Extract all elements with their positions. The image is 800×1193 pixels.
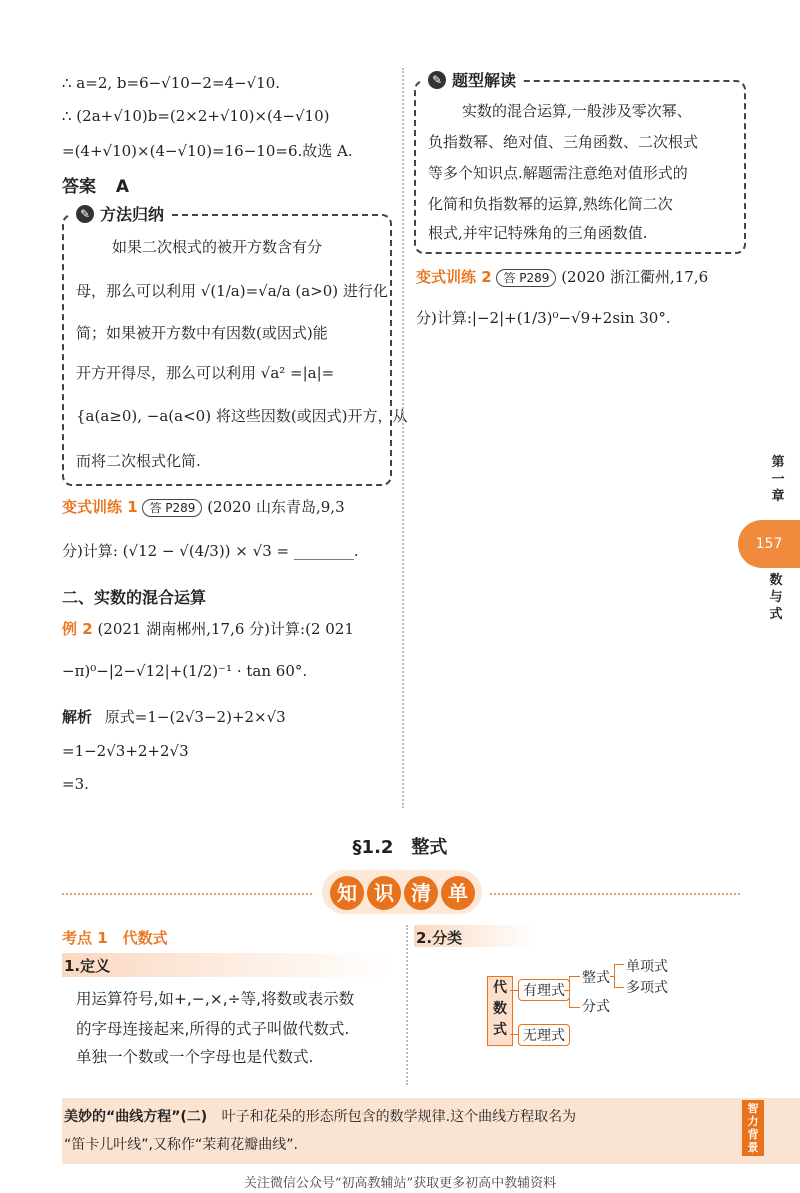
solution-line-3: =(4+√10)×(4−√10)=16−10=6.故选 A. [62, 142, 353, 160]
variant2-source: (2020 浙江衢州,17,6 [561, 268, 709, 286]
banner-tag: 智力背景 [742, 1100, 764, 1156]
interpret-box-title: 题型解读 [452, 71, 517, 90]
point1-title: 考点 1 代数式 [62, 929, 168, 947]
method-line-6: 而将二次根式化简. [76, 452, 201, 470]
classify-integral: 整式 [582, 970, 610, 986]
def-title: 1.定义 [64, 957, 111, 975]
classify-polynomial: 多项式 [626, 980, 668, 996]
banner-rule-left [62, 893, 312, 895]
pencil-icon: ✎ [428, 71, 446, 89]
section2-title: 二、实数的混合运算 [62, 588, 207, 607]
tree-connector [569, 976, 580, 1008]
variant1-line1 [62, 496, 345, 518]
variant2-answer-ref[interactable]: 答 P289 [496, 269, 556, 287]
analysis-text-1: 原式=1−(2√3−2)+2×√3 [104, 708, 286, 726]
classify-irrational: 无理式 [518, 1024, 570, 1046]
classify-title: 2.分类 [416, 929, 463, 947]
banner-text-2: “笛卡儿叶线”,又称作“茉莉花瓣曲线”. [64, 1137, 298, 1153]
pencil-icon: ✎ [76, 205, 94, 223]
tree-connector [614, 964, 624, 988]
method-line-2: 母，那么可以利用 √(1/a)=√a/a (a>0) 进行化 [76, 282, 388, 300]
interpret-box-header [422, 68, 522, 91]
knowledge-banner-char: 识 [367, 876, 401, 910]
knowledge-banner [330, 876, 475, 910]
answer-value: A [115, 177, 130, 197]
def-title-bar [62, 953, 392, 977]
answer-line [62, 172, 129, 197]
tree-connector [510, 990, 518, 991]
method-box-header [70, 202, 170, 225]
analysis-label: 解析 [62, 708, 93, 726]
variant1-answer-ref[interactable]: 答 P289 [142, 499, 202, 517]
chapter-label: 第一章 [771, 455, 785, 504]
variant2-line2: 分)计算:|−2|+(1/3)⁰−√9+2sin 30°. [416, 309, 671, 327]
variant1-source: (2020 山东青岛,9,3 [207, 498, 345, 516]
interpret-line-5: 根式,并牢记特殊角的三角函数值. [428, 224, 648, 242]
page-number-tab [738, 520, 800, 568]
banner-line-1 [64, 1106, 576, 1128]
solution-line-1: ∴ a=2, b=6−√10−2=4−√10. [62, 74, 281, 92]
section-title: §1.2 整式 [352, 837, 448, 858]
def-line-3: 单独一个数或一个字母也是代数式. [76, 1048, 314, 1066]
analysis-line1 [62, 706, 286, 728]
classify-root: 代数式 [487, 976, 513, 1046]
column-divider [402, 68, 404, 808]
variant2-label: 变式训练 2 [416, 268, 492, 286]
def-line-1: 用运算符号,如+,−,×,÷等,将数或表示数 [76, 990, 355, 1008]
column-divider-2 [406, 925, 408, 1085]
interpret-line-1: 实数的混合运算,一般涉及零次幂、 [462, 102, 692, 120]
variant1-line2: 分)计算: (√12 − √(4/3)) × √3 = ________. [62, 542, 359, 560]
variant1-label: 变式训练 1 [62, 498, 138, 516]
analysis-line3: =3. [62, 775, 89, 793]
example2-line1 [62, 618, 354, 640]
banner-rule-right [490, 893, 740, 895]
answer-label: 答案 [62, 177, 96, 197]
method-box-title: 方法归纳 [100, 205, 165, 224]
classify-monomial: 单项式 [626, 959, 668, 975]
example2-label: 例 2 [62, 620, 93, 638]
classify-rational: 有理式 [518, 979, 570, 1001]
example2-source: (2021 湖南郴州,17,6 分)计算:(2 021 [97, 620, 354, 638]
interpret-line-3: 等多个知识点.解题需注意绝对值形式的 [428, 164, 688, 182]
variant2-line1 [416, 266, 708, 288]
method-line-3: 简；如果被开方数中有因数(或因式)能 [76, 324, 328, 342]
footer-note: 关注微信公众号“初高教辅站”获取更多初高中教辅资料 [243, 1176, 557, 1191]
method-line-5: {a(a≥0), −a(a<0) 将这些因数(或因式)开方，从 [76, 407, 408, 425]
method-line-1: 如果二次根式的被开方数含有分 [112, 238, 323, 256]
knowledge-banner-char: 知 [330, 876, 364, 910]
interpret-line-4: 化简和负指数幂的运算,熟练化简二次 [428, 195, 673, 213]
topic-label: 数与式 [769, 573, 783, 622]
tree-connector [564, 990, 570, 991]
def-line-2: 的字母连接起来,所得的式子叫做代数式. [76, 1020, 350, 1038]
example2-line2: −π)⁰−|2−√12|+(1/2)⁻¹ · tan 60°. [62, 662, 308, 680]
page-number: 157 [755, 536, 783, 552]
tree-connector [510, 1034, 518, 1035]
classify-fraction: 分式 [582, 999, 610, 1015]
analysis-line2: =1−2√3+2+2√3 [62, 742, 189, 760]
tree-connector [610, 976, 615, 977]
banner-title: 美妙的“曲线方程”(二) [64, 1109, 208, 1125]
method-line-4: 开方开得尽，那么可以利用 √a² =|a|= [76, 364, 335, 382]
banner-text-1: 叶子和花朵的形态所包含的数学规律.这个曲线方程取名为 [221, 1109, 577, 1125]
knowledge-banner-char: 清 [404, 876, 438, 910]
interpret-line-2: 负指数幂、绝对值、三角函数、二次根式 [428, 133, 699, 151]
solution-line-2: ∴ (2a+√10)b=(2×2+√10)×(4−√10) [62, 107, 330, 125]
knowledge-banner-chars [330, 876, 475, 910]
knowledge-banner-char: 单 [441, 876, 475, 910]
